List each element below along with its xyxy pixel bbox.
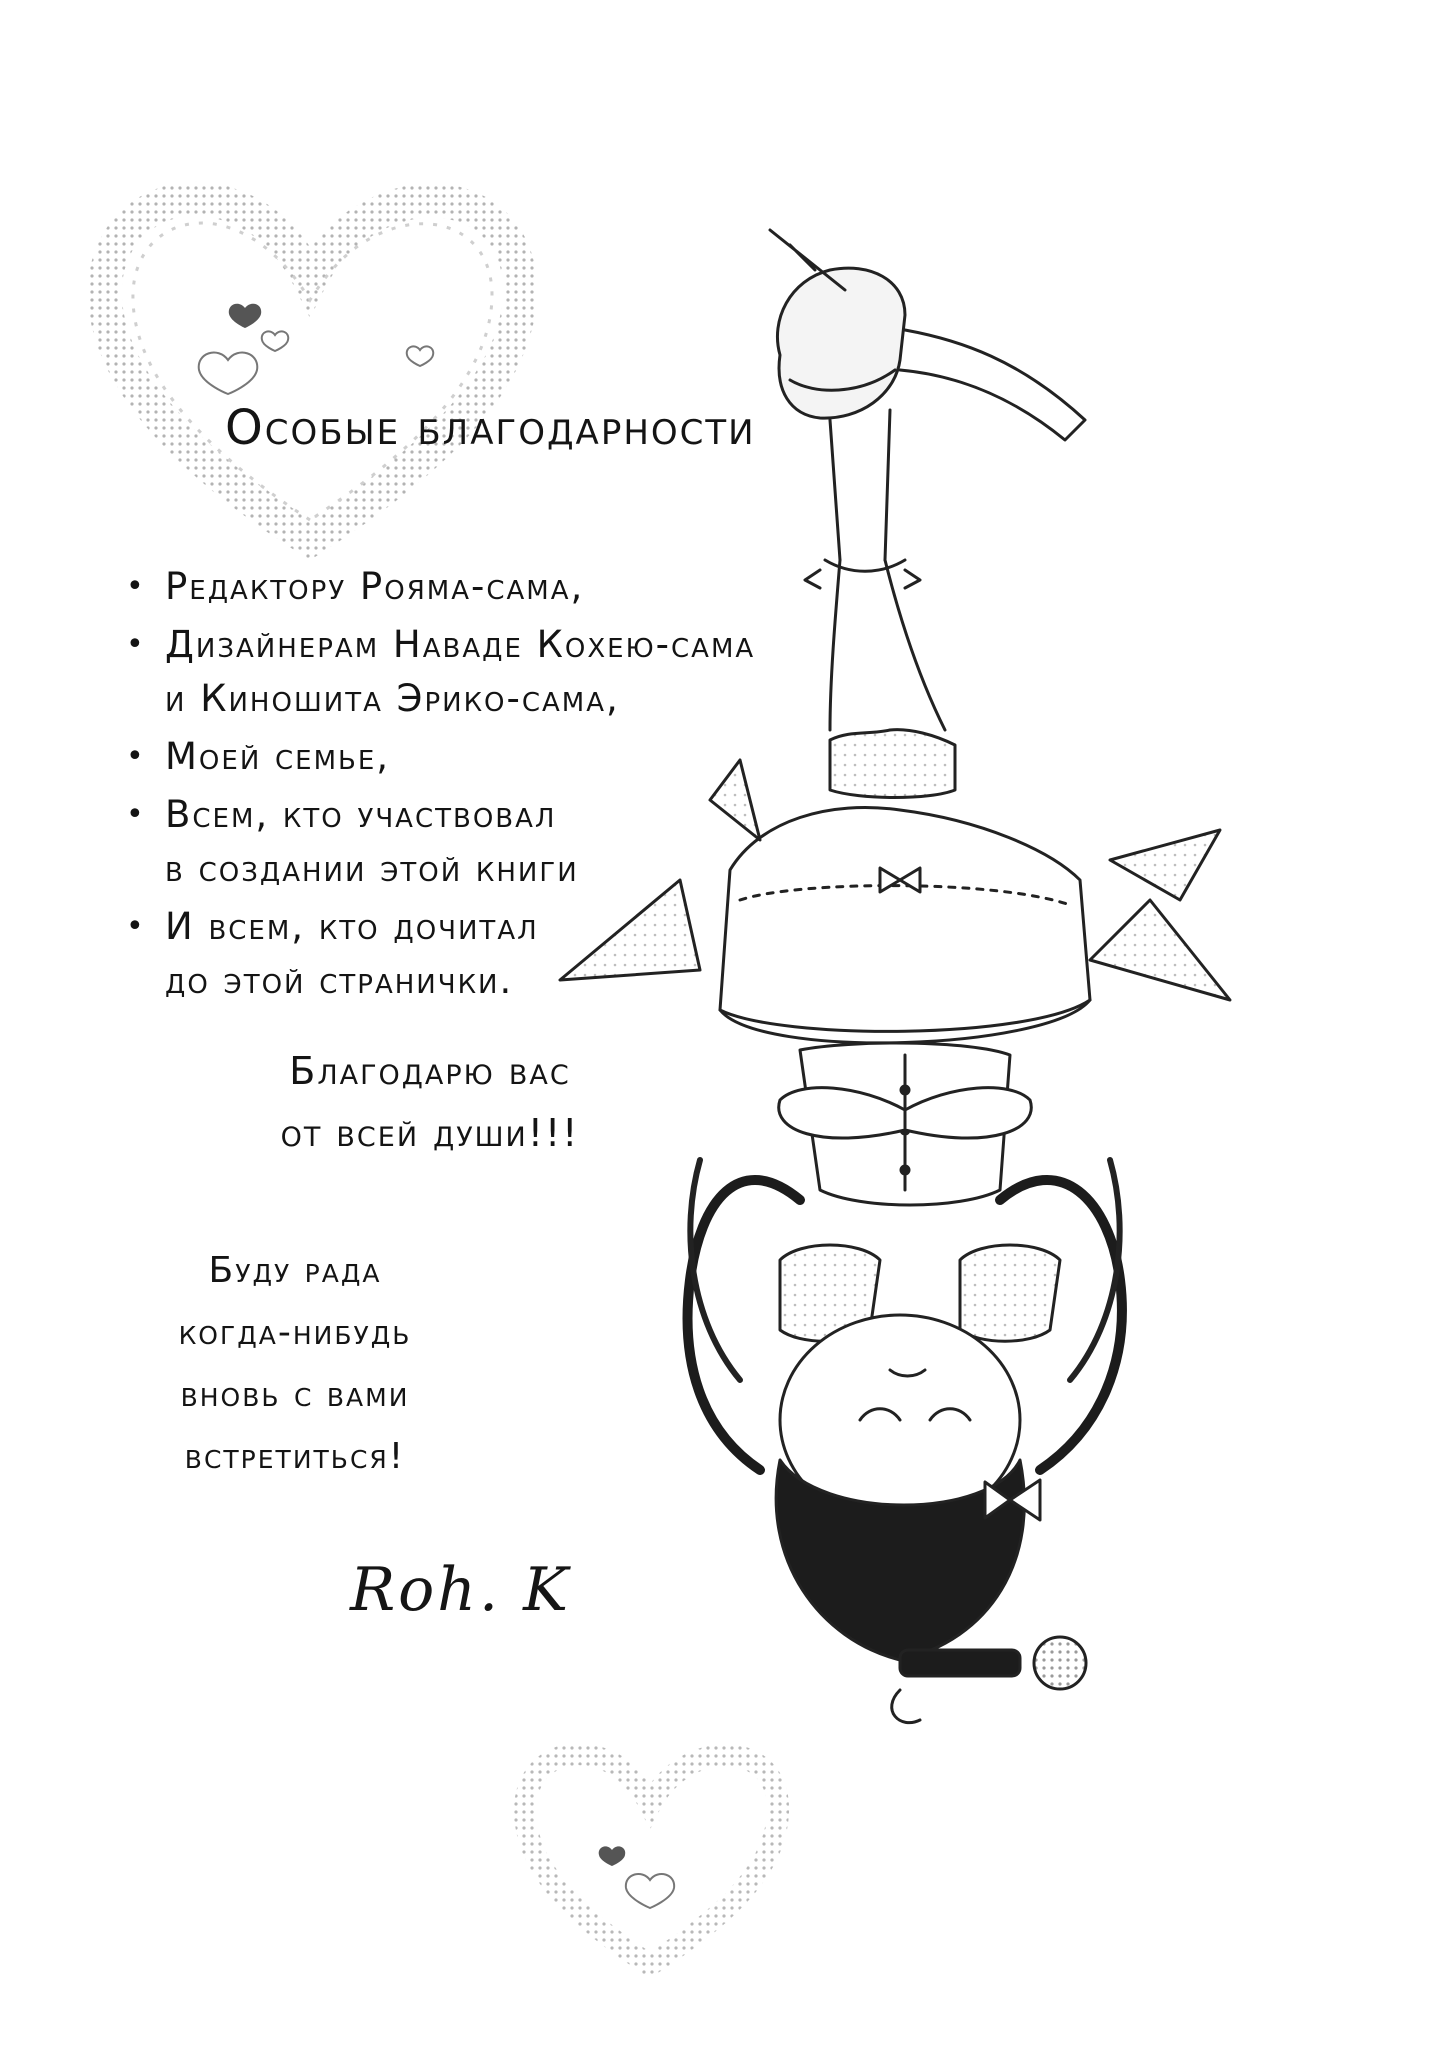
gratitude-message: [270, 1040, 590, 1164]
bullet-icon: •: [126, 739, 146, 774]
heart-frame-bottom-icon: [525, 1754, 778, 1965]
heart-frame-top-icon: [105, 199, 520, 540]
list-item-line: до этой странички.: [165, 959, 514, 1002]
bullet-icon: •: [126, 627, 146, 662]
list-item-line: Всем, кто участвовал: [165, 793, 557, 836]
list-item: [120, 560, 760, 614]
bullet-icon: •: [126, 797, 146, 832]
list-item: [120, 900, 760, 1008]
gratitude-line: Благодарю вас: [289, 1049, 571, 1093]
list-item-line: И всем, кто дочитал: [165, 905, 539, 948]
gratitude-line: от всей души!!!: [280, 1111, 580, 1155]
list-item-line: в создании этой книги: [165, 847, 579, 890]
list-item-line: Дизайнерам Наваде Кохею-сама: [165, 623, 756, 666]
list-item-line: и Киношита Эрико-сама,: [165, 677, 620, 720]
list-item-line: Моей семье,: [165, 735, 391, 778]
author-signature: Roh. K: [350, 1555, 571, 1625]
thanks-list: [120, 560, 760, 1012]
list-item-line: Редактору Рояма-сама,: [165, 565, 585, 608]
list-item: [120, 618, 760, 726]
list-item: [120, 788, 760, 896]
bullet-icon: •: [126, 909, 146, 944]
farewell-line: вновь с вами: [180, 1374, 410, 1415]
farewell-line: встретиться!: [184, 1436, 406, 1477]
farewell-message: [150, 1240, 440, 1488]
list-item: [120, 730, 760, 784]
page-title: Особые благодарности: [225, 400, 756, 456]
farewell-line: Буду рада: [208, 1250, 382, 1291]
farewell-line: когда-нибудь: [178, 1312, 412, 1353]
bullet-icon: •: [126, 569, 146, 604]
